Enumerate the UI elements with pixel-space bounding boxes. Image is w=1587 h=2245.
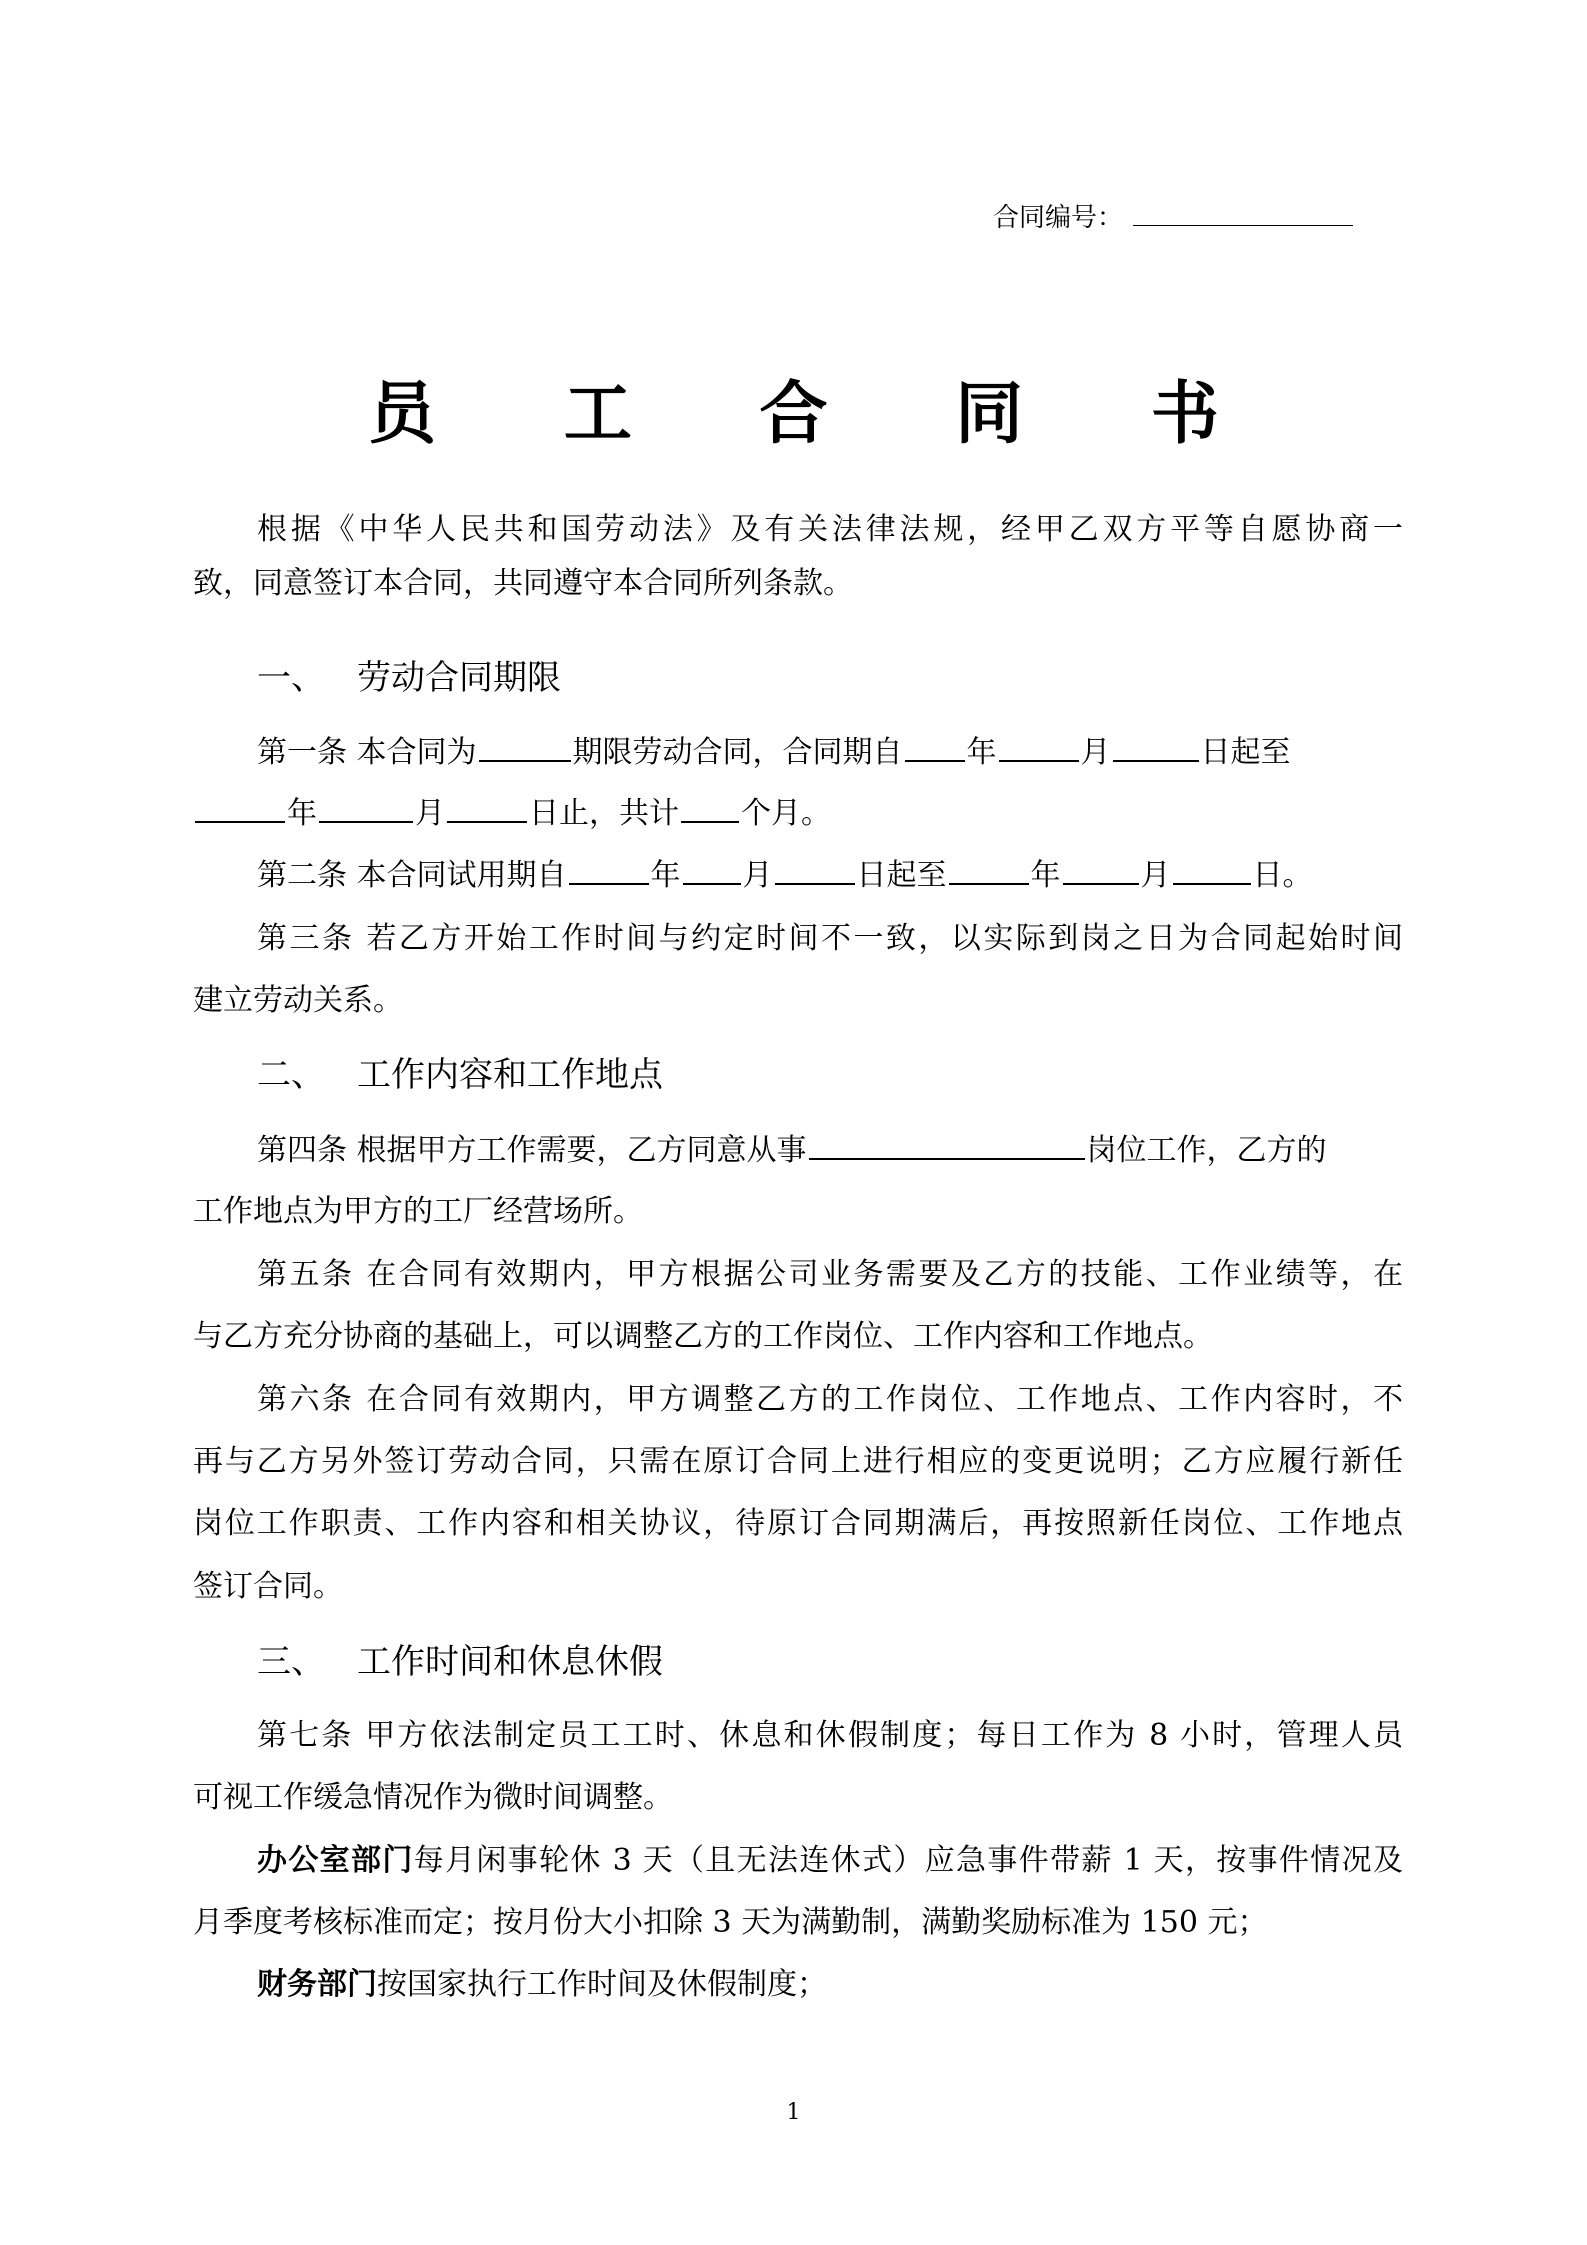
article-4-line-1 xyxy=(193,1128,1327,1172)
position-blank[interactable] xyxy=(809,1128,1085,1160)
article-5-line-1: 第五条 在合同有效期内，甲方根据公司业务需要及乙方的技能、工作业绩等，在 xyxy=(257,1257,1403,1292)
preamble-line-1: 根据《中华人民共和国劳动法》及有关法律法规，经甲乙双方平等自愿协商一 xyxy=(257,512,1403,547)
section-1-title: 劳动合同期限 xyxy=(357,658,561,698)
article-6-line-2: 再与乙方另外签订劳动合同，只需在原订合同上进行相应的变更说明；乙方应履行新任 xyxy=(193,1444,1403,1479)
article-3-line-1: 第三条 若乙方开始工作时间与约定时间不一致，以实际到岗之日为合同起始时间 xyxy=(257,921,1403,956)
probation-start-year-blank[interactable] xyxy=(569,853,649,885)
finance-dept-line xyxy=(193,1963,827,2007)
article-2-text-g: 日。 xyxy=(1252,858,1313,893)
article-1-text-h: 日止，共计 xyxy=(529,796,679,831)
contract-number-field xyxy=(993,197,1353,238)
office-dept-label: 办公室部门 xyxy=(257,1843,414,1878)
probation-end-day-blank[interactable] xyxy=(1173,853,1251,885)
article-4-line-2: 工作地点为甲方的工厂经营场所。 xyxy=(193,1194,643,1229)
article-2-text-c: 月 xyxy=(742,858,773,893)
office-dept-text: 每月闲事轮休 3 天（且无法连休式）应急事件带薪 1 天，按事件情况及 xyxy=(413,1843,1403,1878)
contract-term-blank[interactable] xyxy=(479,730,571,762)
article-2-text-a: 第二条 本合同试用期自 xyxy=(257,858,567,893)
article-2-line xyxy=(193,853,1313,897)
article-7-line-1: 第七条 甲方依法制定员工工时、休息和休假制度；每日工作为 8 小时，管理人员 xyxy=(257,1718,1403,1753)
preamble-line-2: 致，同意签订本合同，共同遵守本合同所列条款。 xyxy=(193,566,853,601)
section-1-heading xyxy=(257,654,561,702)
total-months-blank[interactable] xyxy=(681,791,739,823)
finance-dept-text: 按国家执行工作时间及休假制度； xyxy=(377,1967,827,2002)
start-month-blank[interactable] xyxy=(999,730,1079,762)
article-1-text-g: 月 xyxy=(415,796,445,831)
article-2-text-f: 月 xyxy=(1140,858,1171,893)
article-6-line-1: 第六条 在合同有效期内，甲方调整乙方的工作岗位、工作地点、工作内容时，不 xyxy=(257,1382,1403,1417)
contract-number-blank[interactable] xyxy=(1133,197,1353,226)
section-3-heading xyxy=(257,1638,663,1686)
office-dept-line-2: 月季度考核标准而定；按月份大小扣除 3 天为满勤制，满勤奖励标准为 150 元； xyxy=(193,1905,1268,1940)
article-1-text-e: 日起至 xyxy=(1200,735,1291,770)
probation-end-month-blank[interactable] xyxy=(1063,853,1139,885)
article-2-text-b: 年 xyxy=(650,858,681,893)
end-year-blank[interactable] xyxy=(195,791,285,823)
article-1-text-a: 第一条 本合同为 xyxy=(257,735,477,770)
article-6-line-4: 签订合同。 xyxy=(193,1569,343,1604)
article-4-text-b: 岗位工作，乙方的 xyxy=(1086,1133,1327,1168)
finance-dept-label: 财务部门 xyxy=(257,1967,377,2002)
contract-number-label: 合同编号： xyxy=(993,203,1124,233)
article-1-text-c: 年 xyxy=(966,735,997,770)
section-2-title: 工作内容和工作地点 xyxy=(357,1055,663,1095)
article-3-line-2: 建立劳动关系。 xyxy=(193,983,403,1018)
article-1-text-f: 年 xyxy=(287,796,317,831)
end-day-blank[interactable] xyxy=(447,791,527,823)
article-7-line-2: 可视工作缓急情况作为微时间调整。 xyxy=(193,1780,673,1815)
probation-end-year-blank[interactable] xyxy=(949,853,1029,885)
probation-start-day-blank[interactable] xyxy=(775,853,855,885)
page-number: 1 xyxy=(786,2100,801,2125)
start-day-blank[interactable] xyxy=(1113,730,1199,762)
section-1-number: 一、 xyxy=(257,658,325,698)
article-5-line-2: 与乙方充分协商的基础上，可以调整乙方的工作岗位、工作内容和工作地点。 xyxy=(193,1319,1213,1354)
section-2-heading xyxy=(257,1051,663,1099)
end-month-blank[interactable] xyxy=(319,791,413,823)
probation-start-month-blank[interactable] xyxy=(683,853,741,885)
article-1-line-1 xyxy=(193,730,1291,774)
article-1-text-d: 月 xyxy=(1080,735,1111,770)
article-2-text-e: 年 xyxy=(1030,858,1061,893)
office-dept-line-1 xyxy=(193,1839,1403,1883)
start-year-blank[interactable] xyxy=(905,730,965,762)
article-1-line-2 xyxy=(193,791,831,835)
article-4-text-a: 第四条 根据甲方工作需要，乙方同意从事 xyxy=(257,1133,807,1168)
document-title: 员 工 合 同 书 xyxy=(368,375,1271,454)
article-2-text-d: 日起至 xyxy=(856,858,947,893)
section-3-title: 工作时间和休息休假 xyxy=(357,1642,663,1682)
article-1-text-i: 个月。 xyxy=(741,796,831,831)
section-2-number: 二、 xyxy=(257,1055,325,1095)
section-3-number: 三、 xyxy=(257,1642,325,1682)
article-6-line-3: 岗位工作职责、工作内容和相关协议，待原订合同期满后，再按照新任岗位、工作地点 xyxy=(193,1506,1403,1541)
article-1-text-b: 期限劳动合同，合同期自 xyxy=(572,735,903,770)
